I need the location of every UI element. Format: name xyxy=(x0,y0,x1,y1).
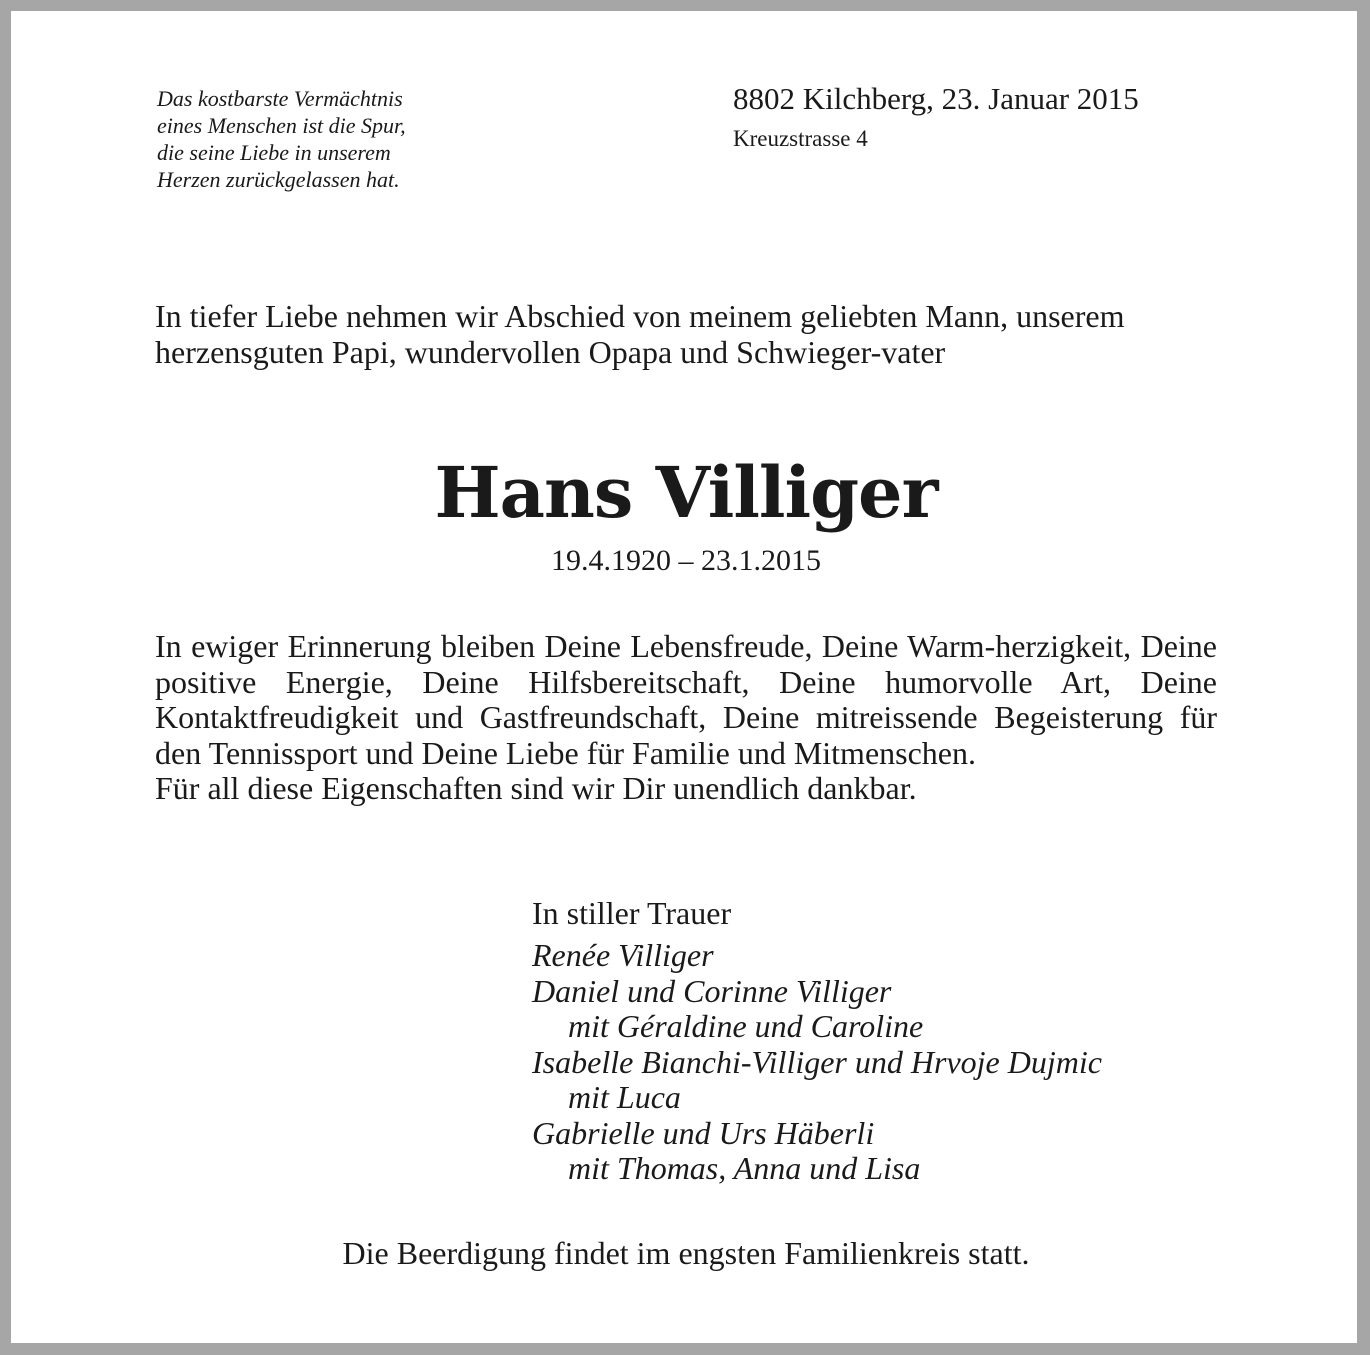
motto-line: die seine Liebe in unserem xyxy=(157,140,391,165)
life-dates: 19.4.1920 – 23.1.2015 xyxy=(551,544,821,577)
signer-subline: mit Géraldine und Caroline xyxy=(568,1008,924,1044)
memory-closing: Für all diese Eigenschaften sind wir Dir unendlich dankbar. xyxy=(155,770,917,806)
motto-line: Das kostbarste Vermächtnis xyxy=(157,86,403,111)
signers-list xyxy=(532,938,1232,1187)
signer-line: Isabelle Bianchi-Villiger und Hrvoje Dujmic xyxy=(532,1043,1102,1080)
burial-note: Die Beerdigung findet im engsten Familienkreis statt. xyxy=(342,1235,1030,1271)
mourning-heading: In stiller Trauer xyxy=(532,895,732,931)
street-address: Kreuzstrasse 4 xyxy=(733,126,868,151)
motto-line: eines Menschen ist die Spur, xyxy=(157,113,406,138)
signer-line: Renée Villiger xyxy=(532,937,714,973)
intro-text xyxy=(155,298,1217,370)
signer-subline: mit Thomas, Anna und Lisa xyxy=(568,1150,921,1186)
signer-line: Daniel und Corinne Villiger xyxy=(532,972,892,1009)
motto-line: Herzen zurückgelassen hat. xyxy=(157,167,400,192)
place-date: 8802 Kilchberg, 23. Januar 2015 xyxy=(733,81,1139,116)
deceased-name: Hans Villiger xyxy=(434,451,938,534)
intro-paragraph: In tiefer Liebe nehmen wir Abschied von meinem geliebten Mann, unserem herzensguten Papi, wundervollen Opapa und Schwieger-vater xyxy=(155,298,1125,370)
signer-subline: mit Luca xyxy=(568,1079,681,1115)
motto-quote xyxy=(157,85,537,193)
signer-line: Gabrielle und Urs Häberli xyxy=(532,1114,875,1151)
memory-paragraph: In ewiger Erinnerung bleiben Deine Lebensfreude, Deine Warm-herzigkeit, Deine positive Energie, Deine Hilfsbereitschaft, Deine humorvolle Art, Deine Kontaktfreudigkeit und Gastfreundschaft, Deine mitreissende Begeisterung für den Tennissport und Deine Liebe für Familie und Mitmenschen. xyxy=(155,628,1217,771)
memory-text xyxy=(155,629,1217,807)
obituary-notice xyxy=(11,11,1357,1343)
